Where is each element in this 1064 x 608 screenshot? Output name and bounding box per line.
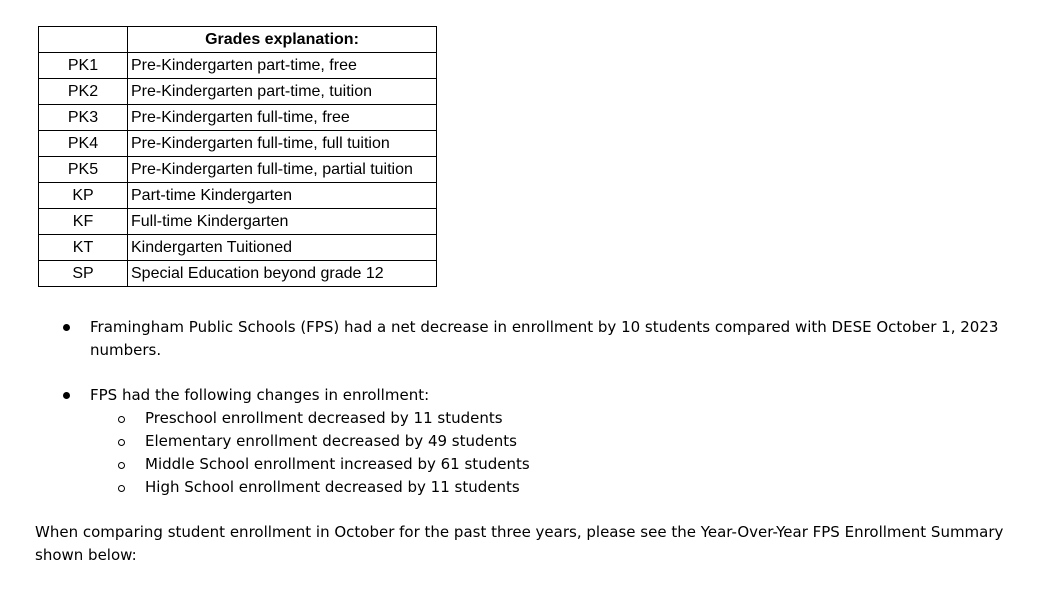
sub-bullet-item xyxy=(90,476,1020,499)
sub-bullet-text: Elementary enrollment decreased by 49 students xyxy=(145,432,517,450)
grade-description: Pre-Kindergarten part-time, tuition xyxy=(128,79,437,105)
bullet-dot-icon xyxy=(63,324,70,331)
table-row xyxy=(39,235,437,261)
grade-code: PK5 xyxy=(39,157,128,183)
grade-code: KP xyxy=(39,183,128,209)
bullet-item-enrollment-changes xyxy=(60,384,1020,499)
closing-paragraph: When comparing student enrollment in October for the past three years, please see the Year-Over-Year FPS Enrollment Summary shown below: xyxy=(35,523,1004,564)
table-row xyxy=(39,105,437,131)
grade-description: Pre-Kindergarten full-time, partial tuition xyxy=(128,157,437,183)
grade-description: Pre-Kindergarten full-time, full tuition xyxy=(128,131,437,157)
bullet-dot-icon xyxy=(63,392,70,399)
sub-bullet-text: Preschool enrollment decreased by 11 students xyxy=(145,409,503,427)
table-row xyxy=(39,79,437,105)
table-row xyxy=(39,53,437,79)
hollow-bullet-icon xyxy=(118,439,125,446)
bullet-text: FPS had the following changes in enrollment: xyxy=(90,386,430,404)
grade-code: PK4 xyxy=(39,131,128,157)
grade-code: PK3 xyxy=(39,105,128,131)
grade-code: SP xyxy=(39,261,128,287)
sub-bullet-item xyxy=(90,430,1020,453)
grade-description: Full-time Kindergarten xyxy=(128,209,437,235)
grade-description: Pre-Kindergarten full-time, free xyxy=(128,105,437,131)
hollow-bullet-icon xyxy=(118,416,125,423)
hollow-bullet-icon xyxy=(118,485,125,492)
grade-code: PK2 xyxy=(39,79,128,105)
grades-table-header-blank xyxy=(39,27,128,53)
grades-table xyxy=(38,26,437,287)
sub-bullet-item xyxy=(90,407,1020,430)
grade-description: Pre-Kindergarten part-time, free xyxy=(128,53,437,79)
hollow-bullet-icon xyxy=(118,462,125,469)
sub-bullet-list xyxy=(90,407,1020,499)
sub-bullet-item xyxy=(90,453,1020,476)
grade-description: Part-time Kindergarten xyxy=(128,183,437,209)
bullet-item-net-decrease xyxy=(60,316,1020,362)
table-row xyxy=(39,209,437,235)
sub-bullet-text: Middle School enrollment increased by 61 students xyxy=(145,455,530,473)
bullet-text: Framingham Public Schools (FPS) had a net decrease in enrollment by 10 students compared with DESE October 1, 2023 numbers. xyxy=(90,318,999,359)
table-row xyxy=(39,131,437,157)
bullet-list xyxy=(60,316,1020,499)
grade-description: Special Education beyond grade 12 xyxy=(128,261,437,287)
table-row xyxy=(39,157,437,183)
grades-table-header: Grades explanation: xyxy=(128,27,437,53)
grade-code: PK1 xyxy=(39,53,128,79)
grades-table-header-row xyxy=(39,27,437,53)
table-row xyxy=(39,261,437,287)
grade-code: KT xyxy=(39,235,128,261)
grade-code: KF xyxy=(39,209,128,235)
table-row xyxy=(39,183,437,209)
grade-description: Kindergarten Tuitioned xyxy=(128,235,437,261)
sub-bullet-text: High School enrollment decreased by 11 students xyxy=(145,478,520,496)
